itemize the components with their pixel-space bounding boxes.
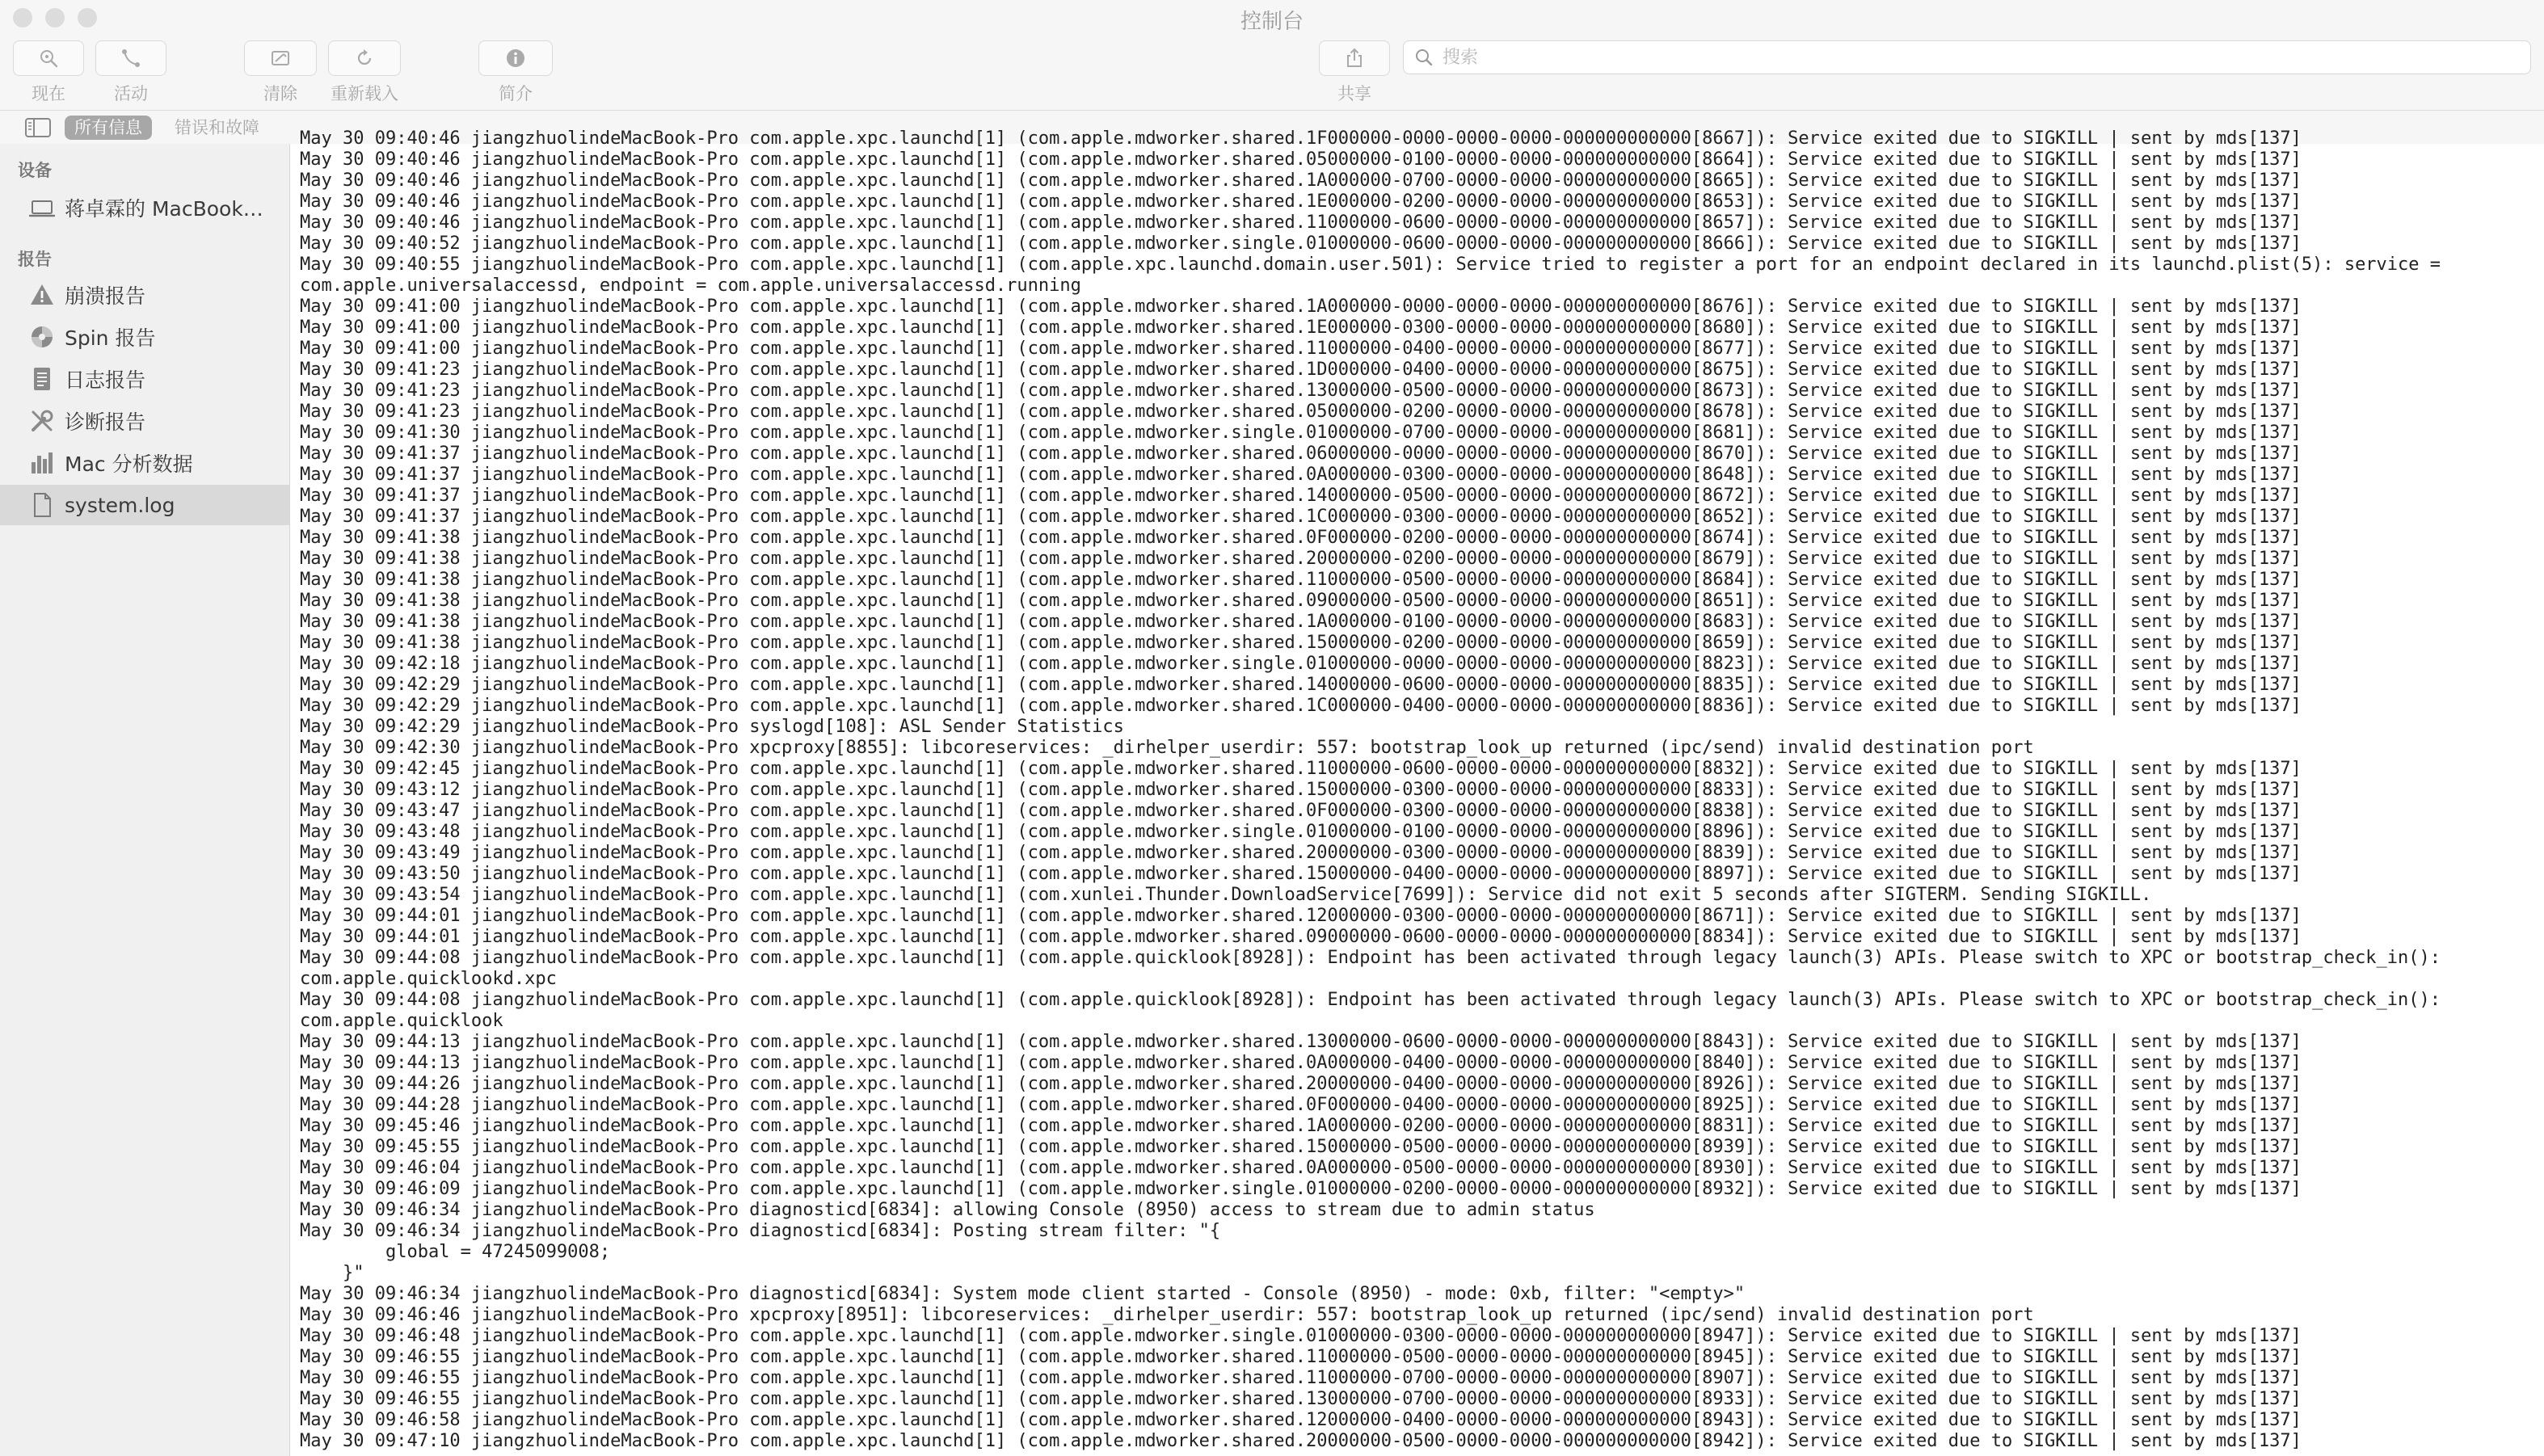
log-line: May 30 09:40:46 jiangzhuolindeMacBook-Pro com.apple.xpc.launchd[1] (com.apple.mdworker.shared.1E000000-0200-0000-0000-000000000000[8653]): Service exited due to SIGKILL | sent by mds[137] (300, 191, 2302, 212)
log-line: May 30 09:40:46 jiangzhuolindeMacBook-Pro com.apple.xpc.launchd[1] (com.apple.mdworker.shared.1A000000-0700-0000-0000-000000000000[8665]): Service exited due to SIGKILL | sent by mds[137] (300, 170, 2302, 191)
log-line: May 30 09:44:13 jiangzhuolindeMacBook-Pro com.apple.xpc.launchd[1] (com.apple.mdworker.shared.0A000000-0400-0000-0000-000000000000[8840]): Service exited due to SIGKILL | sent by mds[137] (300, 1053, 2302, 1073)
clear-label: 清除 (263, 84, 297, 103)
log-line: May 30 09:46:55 jiangzhuolindeMacBook-Pro com.apple.xpc.launchd[1] (com.apple.mdworker.shared.11000000-0700-0000-0000-000000000000[8907]): Service exited due to SIGKILL | sent by mds[137] (300, 1368, 2302, 1388)
tools-icon (27, 406, 57, 436)
log-line: May 30 09:44:08 jiangzhuolindeMacBook-Pro com.apple.xpc.launchd[1] (com.apple.quicklook[8928]): Endpoint has been activated through legacy launch(3) APIs. Please switch to XPC or bootstrap_check_in(): (300, 948, 2441, 968)
log-line: May 30 09:43:48 jiangzhuolindeMacBook-Pro com.apple.xpc.launchd[1] (com.apple.mdworker.single.01000000-0100-0000-0000-000000000000[8896]): Service exited due to SIGKILL | sent by mds[137] (300, 822, 2302, 842)
window-title: 控制台 (1240, 10, 1304, 34)
info-button[interactable] (478, 40, 553, 105)
sidebar-toggle-icon[interactable] (24, 117, 52, 138)
log-line: May 30 09:45:55 jiangzhuolindeMacBook-Pro com.apple.xpc.launchd[1] (com.apple.mdworker.shared.15000000-0500-0000-0000-000000000000[8939]): Service exited due to SIGKILL | sent by mds[137] (300, 1137, 2302, 1157)
log-line: com.apple.universalaccessd, endpoint = com.apple.universalaccessd.running (300, 276, 1081, 296)
filter-errors-and-faults[interactable]: 错误和故障 (175, 118, 259, 137)
spin-wheel-icon (27, 322, 57, 351)
log-line: com.apple.quicklook (300, 1011, 503, 1031)
log-line: May 30 09:41:38 jiangzhuolindeMacBook-Pro com.apple.xpc.launchd[1] (com.apple.mdworker.shared.15000000-0200-0000-0000-000000000000[8659]): Service exited due to SIGKILL | sent by mds[137] (300, 633, 2302, 653)
log-line: May 30 09:41:38 jiangzhuolindeMacBook-Pro com.apple.xpc.launchd[1] (com.apple.mdworker.shared.20000000-0200-0000-0000-000000000000[8679]): Service exited due to SIGKILL | sent by mds[137] (300, 549, 2302, 569)
sidebar-item-system-log[interactable] (0, 485, 289, 525)
toolbar (0, 0, 2544, 111)
log-line: May 30 09:43:47 jiangzhuolindeMacBook-Pro com.apple.xpc.launchd[1] (com.apple.mdworker.shared.0F000000-0300-0000-0000-000000000000[8838]): Service exited due to SIGKILL | sent by mds[137] (300, 801, 2302, 821)
log-line: May 30 09:41:00 jiangzhuolindeMacBook-Pro com.apple.xpc.launchd[1] (com.apple.mdworker.shared.1E000000-0300-0000-0000-000000000000[8680]): Service exited due to SIGKILL | sent by mds[137] (300, 318, 2302, 338)
log-line: May 30 09:44:08 jiangzhuolindeMacBook-Pro com.apple.xpc.launchd[1] (com.apple.quicklook[8928]): Endpoint has been activated through legacy launch(3) APIs. Please switch to XPC or bootstrap_check_in(): (300, 990, 2441, 1010)
info-icon (504, 47, 527, 69)
laptop-icon (27, 193, 57, 222)
log-line: May 30 09:43:12 jiangzhuolindeMacBook-Pro com.apple.xpc.launchd[1] (com.apple.mdworker.shared.15000000-0300-0000-0000-000000000000[8833]): Service exited due to SIGKILL | sent by mds[137] (300, 780, 2302, 800)
log-line: May 30 09:44:26 jiangzhuolindeMacBook-Pro com.apple.xpc.launchd[1] (com.apple.mdworker.shared.20000000-0400-0000-0000-000000000000[8926]): Service exited due to SIGKILL | sent by mds[137] (300, 1074, 2302, 1094)
share-button[interactable] (1319, 40, 1390, 105)
log-line: May 30 09:41:30 jiangzhuolindeMacBook-Pro com.apple.xpc.launchd[1] (com.apple.mdworker.single.01000000-0700-0000-0000-000000000000[8681]): Service exited due to SIGKILL | sent by mds[137] (300, 423, 2302, 443)
log-line: May 30 09:46:46 jiangzhuolindeMacBook-Pro xpcproxy[8951]: libcoreservices: _dirhelper_userdir: 557: bootstrap_look_up returned (ipc/send) invalid destination port (300, 1305, 2034, 1325)
log-line: May 30 09:44:01 jiangzhuolindeMacBook-Pro com.apple.xpc.launchd[1] (com.apple.mdworker.shared.12000000-0300-0000-0000-000000000000[8671]): Service exited due to SIGKILL | sent by mds[137] (300, 906, 2302, 926)
log-line: May 30 09:41:37 jiangzhuolindeMacBook-Pro com.apple.xpc.launchd[1] (com.apple.mdworker.shared.14000000-0500-0000-0000-000000000000[8672]): Service exited due to SIGKILL | sent by mds[137] (300, 486, 2302, 506)
log-line: May 30 09:40:46 jiangzhuolindeMacBook-Pro com.apple.xpc.launchd[1] (com.apple.mdworker.shared.1F000000-0000-0000-0000-000000000000[8667]): Service exited due to SIGKILL | sent by mds[137] (300, 128, 2302, 149)
log-line: May 30 09:41:38 jiangzhuolindeMacBook-Pro com.apple.xpc.launchd[1] (com.apple.mdworker.shared.0F000000-0200-0000-0000-000000000000[8674]): Service exited due to SIGKILL | sent by mds[137] (300, 528, 2302, 548)
log-line: May 30 09:42:45 jiangzhuolindeMacBook-Pro com.apple.xpc.launchd[1] (com.apple.mdworker.shared.11000000-0600-0000-0000-000000000000[8832]): Service exited due to SIGKILL | sent by mds[137] (300, 759, 2302, 779)
log-line: May 30 09:44:13 jiangzhuolindeMacBook-Pro com.apple.xpc.launchd[1] (com.apple.mdworker.shared.13000000-0600-0000-0000-000000000000[8843]): Service exited due to SIGKILL | sent by mds[137] (300, 1032, 2302, 1052)
activity-icon (120, 47, 142, 69)
log-line: May 30 09:41:23 jiangzhuolindeMacBook-Pro com.apple.xpc.launchd[1] (com.apple.mdworker.shared.13000000-0500-0000-0000-000000000000[8673]): Service exited due to SIGKILL | sent by mds[137] (300, 381, 2302, 401)
log-line: May 30 09:46:48 jiangzhuolindeMacBook-Pro com.apple.xpc.launchd[1] (com.apple.mdworker.single.01000000-0300-0000-0000-000000000000[8947]): Service exited due to SIGKILL | sent by mds[137] (300, 1326, 2302, 1346)
log-line: May 30 09:47:10 jiangzhuolindeMacBook-Pro com.apple.xpc.launchd[1] (com.apple.mdworker.shared.20000000-0500-0000-0000-000000000000[8942]): Service exited due to SIGKILL | sent by mds[137] (300, 1431, 2302, 1451)
clear-icon (269, 47, 292, 69)
log-line: May 30 09:46:58 jiangzhuolindeMacBook-Pro com.apple.xpc.launchd[1] (com.apple.mdworker.shared.12000000-0400-0000-0000-000000000000[8943]): Service exited due to SIGKILL | sent by mds[137] (300, 1410, 2302, 1430)
document-icon (27, 364, 57, 393)
sidebar-item-log-reports[interactable] (0, 359, 289, 399)
sidebar-item-label: 诊断报告 (65, 410, 146, 434)
log-line: May 30 09:46:09 jiangzhuolindeMacBook-Pro com.apple.xpc.launchd[1] (com.apple.mdworker.single.01000000-0200-0000-0000-000000000000[8932]): Service exited due to SIGKILL | sent by mds[137] (300, 1179, 2302, 1199)
devices-section-header: 设备 (18, 161, 52, 180)
log-line: May 30 09:46:34 jiangzhuolindeMacBook-Pro diagnosticd[6834]: System mode client started - Console (8950) - mode: 0xb, filter: "<empty>" (300, 1284, 1746, 1304)
log-line: May 30 09:42:18 jiangzhuolindeMacBook-Pro com.apple.xpc.launchd[1] (com.apple.mdworker.single.01000000-0000-0000-0000-000000000000[8823]): Service exited due to SIGKILL | sent by mds[137] (300, 654, 2302, 674)
sidebar-item-label: Spin 报告 (65, 326, 156, 350)
search-field[interactable] (1403, 40, 2531, 74)
log-line: May 30 09:46:34 jiangzhuolindeMacBook-Pro diagnosticd[6834]: allowing Console (8950) access to stream due to admin status (300, 1200, 1595, 1220)
sidebar-item-device[interactable] (0, 187, 289, 228)
log-line: May 30 09:44:01 jiangzhuolindeMacBook-Pro com.apple.xpc.launchd[1] (com.apple.mdworker.shared.09000000-0600-0000-0000-000000000000[8834]): Service exited due to SIGKILL | sent by mds[137] (300, 927, 2302, 947)
reload-label: 重新载入 (331, 84, 398, 103)
log-line: May 30 09:41:37 jiangzhuolindeMacBook-Pro com.apple.xpc.launchd[1] (com.apple.mdworker.shared.06000000-0000-0000-0000-000000000000[8670]): Service exited due to SIGKILL | sent by mds[137] (300, 444, 2302, 464)
log-line: May 30 09:40:46 jiangzhuolindeMacBook-Pro com.apple.xpc.launchd[1] (com.apple.mdworker.shared.11000000-0600-0000-0000-000000000000[8657]): Service exited due to SIGKILL | sent by mds[137] (300, 213, 2302, 233)
sidebar-item-spin-reports[interactable] (0, 317, 289, 357)
reload-icon (353, 47, 376, 69)
log-line: May 30 09:40:46 jiangzhuolindeMacBook-Pro com.apple.xpc.launchd[1] (com.apple.mdworker.shared.05000000-0100-0000-0000-000000000000[8664]): Service exited due to SIGKILL | sent by mds[137] (300, 149, 2302, 170)
clear-button[interactable] (244, 40, 317, 105)
sidebar-item-crash-reports[interactable] (0, 275, 289, 315)
log-line: May 30 09:41:38 jiangzhuolindeMacBook-Pro com.apple.xpc.launchd[1] (com.apple.mdworker.shared.09000000-0500-0000-0000-000000000000[8651]): Service exited due to SIGKILL | sent by mds[137] (300, 591, 2302, 611)
log-line: May 30 09:41:00 jiangzhuolindeMacBook-Pro com.apple.xpc.launchd[1] (com.apple.mdworker.shared.1A000000-0000-0000-0000-000000000000[8676]): Service exited due to SIGKILL | sent by mds[137] (300, 297, 2302, 317)
sidebar-item-label: system.log (65, 493, 175, 517)
log-lines (300, 128, 2538, 1452)
sidebar-item-label: 蒋卓霖的 MacBook… (65, 197, 263, 221)
now-icon (37, 47, 60, 69)
search-icon (1413, 47, 1434, 68)
log-line: May 30 09:41:23 jiangzhuolindeMacBook-Pro com.apple.xpc.launchd[1] (com.apple.mdworker.shared.1D000000-0400-0000-0000-000000000000[8675]): Service exited due to SIGKILL | sent by mds[137] (300, 360, 2302, 380)
reports-section-header: 报告 (18, 250, 52, 269)
log-line: }" (300, 1263, 364, 1283)
reload-button[interactable] (328, 40, 401, 105)
sidebar-item-label: 崩溃报告 (65, 284, 146, 308)
log-line: May 30 09:46:34 jiangzhuolindeMacBook-Pro diagnosticd[6834]: Posting stream filter: "{ (300, 1221, 1221, 1241)
sidebar-item-label: 日志报告 (65, 368, 146, 392)
file-icon (27, 490, 57, 520)
log-line: May 30 09:41:00 jiangzhuolindeMacBook-Pro com.apple.xpc.launchd[1] (com.apple.mdworker.shared.11000000-0400-0000-0000-000000000000[8677]): Service exited due to SIGKILL | sent by mds[137] (300, 339, 2302, 359)
log-line: May 30 09:46:04 jiangzhuolindeMacBook-Pro com.apple.xpc.launchd[1] (com.apple.mdworker.shared.0A000000-0500-0000-0000-000000000000[8930]): Service exited due to SIGKILL | sent by mds[137] (300, 1158, 2302, 1178)
log-line: May 30 09:43:54 jiangzhuolindeMacBook-Pro com.apple.xpc.launchd[1] (com.xunlei.Thunder.DownloadService[7699]): Service did not exit 5 seconds after SIGTERM. Sending SIGKILL. (300, 885, 2152, 905)
log-view[interactable] (290, 128, 2544, 1456)
search-input[interactable] (1441, 47, 2495, 69)
activity-label: 活动 (114, 84, 148, 103)
sidebar-item-mac-analytics[interactable] (0, 443, 289, 483)
log-line: May 30 09:43:50 jiangzhuolindeMacBook-Pro com.apple.xpc.launchd[1] (com.apple.mdworker.shared.15000000-0400-0000-0000-000000000000[8897]): Service exited due to SIGKILL | sent by mds[137] (300, 864, 2302, 884)
now-label: 现在 (32, 84, 65, 103)
log-line: May 30 09:45:46 jiangzhuolindeMacBook-Pro com.apple.xpc.launchd[1] (com.apple.mdworker.shared.1A000000-0200-0000-0000-000000000000[8831]): Service exited due to SIGKILL | sent by mds[137] (300, 1116, 2302, 1136)
share-icon (1343, 47, 1366, 69)
now-button[interactable] (13, 40, 84, 105)
log-line: May 30 09:41:38 jiangzhuolindeMacBook-Pro com.apple.xpc.launchd[1] (com.apple.mdworker.shared.1A000000-0100-0000-0000-000000000000[8683]): Service exited due to SIGKILL | sent by mds[137] (300, 612, 2302, 632)
log-line: May 30 09:44:28 jiangzhuolindeMacBook-Pro com.apple.xpc.launchd[1] (com.apple.mdworker.shared.0F000000-0400-0000-0000-000000000000[8925]): Service exited due to SIGKILL | sent by mds[137] (300, 1095, 2302, 1115)
log-line: May 30 09:42:29 jiangzhuolindeMacBook-Pro com.apple.xpc.launchd[1] (com.apple.mdworker.shared.1C000000-0400-0000-0000-000000000000[8836]): Service exited due to SIGKILL | sent by mds[137] (300, 696, 2302, 716)
share-label: 共享 (1337, 84, 1371, 103)
log-line: global = 47245099008; (300, 1242, 611, 1262)
bar-chart-icon (27, 448, 57, 478)
log-line: May 30 09:42:30 jiangzhuolindeMacBook-Pro xpcproxy[8855]: libcoreservices: _dirhelper_userdir: 557: bootstrap_look_up returned (ipc/send) invalid destination port (300, 738, 2034, 758)
log-line: May 30 09:46:55 jiangzhuolindeMacBook-Pro com.apple.xpc.launchd[1] (com.apple.mdworker.shared.13000000-0700-0000-0000-000000000000[8933]): Service exited due to SIGKILL | sent by mds[137] (300, 1389, 2302, 1409)
log-line: May 30 09:41:38 jiangzhuolindeMacBook-Pro com.apple.xpc.launchd[1] (com.apple.mdworker.shared.11000000-0500-0000-0000-000000000000[8684]): Service exited due to SIGKILL | sent by mds[137] (300, 570, 2302, 590)
sidebar-item-diagnostic-reports[interactable] (0, 401, 289, 441)
log-line: May 30 09:43:49 jiangzhuolindeMacBook-Pro com.apple.xpc.launchd[1] (com.apple.mdworker.shared.20000000-0300-0000-0000-000000000000[8839]): Service exited due to SIGKILL | sent by mds[137] (300, 843, 2302, 863)
sidebar-item-label: Mac 分析数据 (65, 452, 193, 476)
log-line: May 30 09:42:29 jiangzhuolindeMacBook-Pro syslogd[108]: ASL Sender Statistics (300, 717, 1124, 737)
log-line: May 30 09:41:23 jiangzhuolindeMacBook-Pro com.apple.xpc.launchd[1] (com.apple.mdworker.shared.05000000-0200-0000-0000-000000000000[8678]): Service exited due to SIGKILL | sent by mds[137] (300, 402, 2302, 422)
sidebar (0, 144, 290, 1456)
log-line: May 30 09:40:55 jiangzhuolindeMacBook-Pro com.apple.xpc.launchd[1] (com.apple.xpc.launchd.domain.user.501): Service tried to register a port for an endpoint declared in its launchd.plist(5): service = (300, 255, 2441, 275)
log-line: May 30 09:41:37 jiangzhuolindeMacBook-Pro com.apple.xpc.launchd[1] (com.apple.mdworker.shared.0A000000-0300-0000-0000-000000000000[8648]): Service exited due to SIGKILL | sent by mds[137] (300, 465, 2302, 485)
log-line: com.apple.quicklookd.xpc (300, 969, 557, 989)
log-line: May 30 09:40:52 jiangzhuolindeMacBook-Pro com.apple.xpc.launchd[1] (com.apple.mdworker.single.01000000-0600-0000-0000-000000000000[8666]): Service exited due to SIGKILL | sent by mds[137] (300, 234, 2302, 254)
log-line: May 30 09:46:55 jiangzhuolindeMacBook-Pro com.apple.xpc.launchd[1] (com.apple.mdworker.shared.11000000-0500-0000-0000-000000000000[8945]): Service exited due to SIGKILL | sent by mds[137] (300, 1347, 2302, 1367)
info-label: 简介 (499, 84, 533, 103)
log-line: May 30 09:41:37 jiangzhuolindeMacBook-Pro com.apple.xpc.launchd[1] (com.apple.mdworker.shared.1C000000-0300-0000-0000-000000000000[8652]): Service exited due to SIGKILL | sent by mds[137] (300, 507, 2302, 527)
filter-all-messages[interactable]: 所有信息 (65, 116, 152, 140)
log-line: May 30 09:42:29 jiangzhuolindeMacBook-Pro com.apple.xpc.launchd[1] (com.apple.mdworker.shared.14000000-0600-0000-0000-000000000000[8835]): Service exited due to SIGKILL | sent by mds[137] (300, 675, 2302, 695)
warning-triangle-icon (27, 280, 57, 309)
activity-button[interactable] (95, 40, 166, 105)
